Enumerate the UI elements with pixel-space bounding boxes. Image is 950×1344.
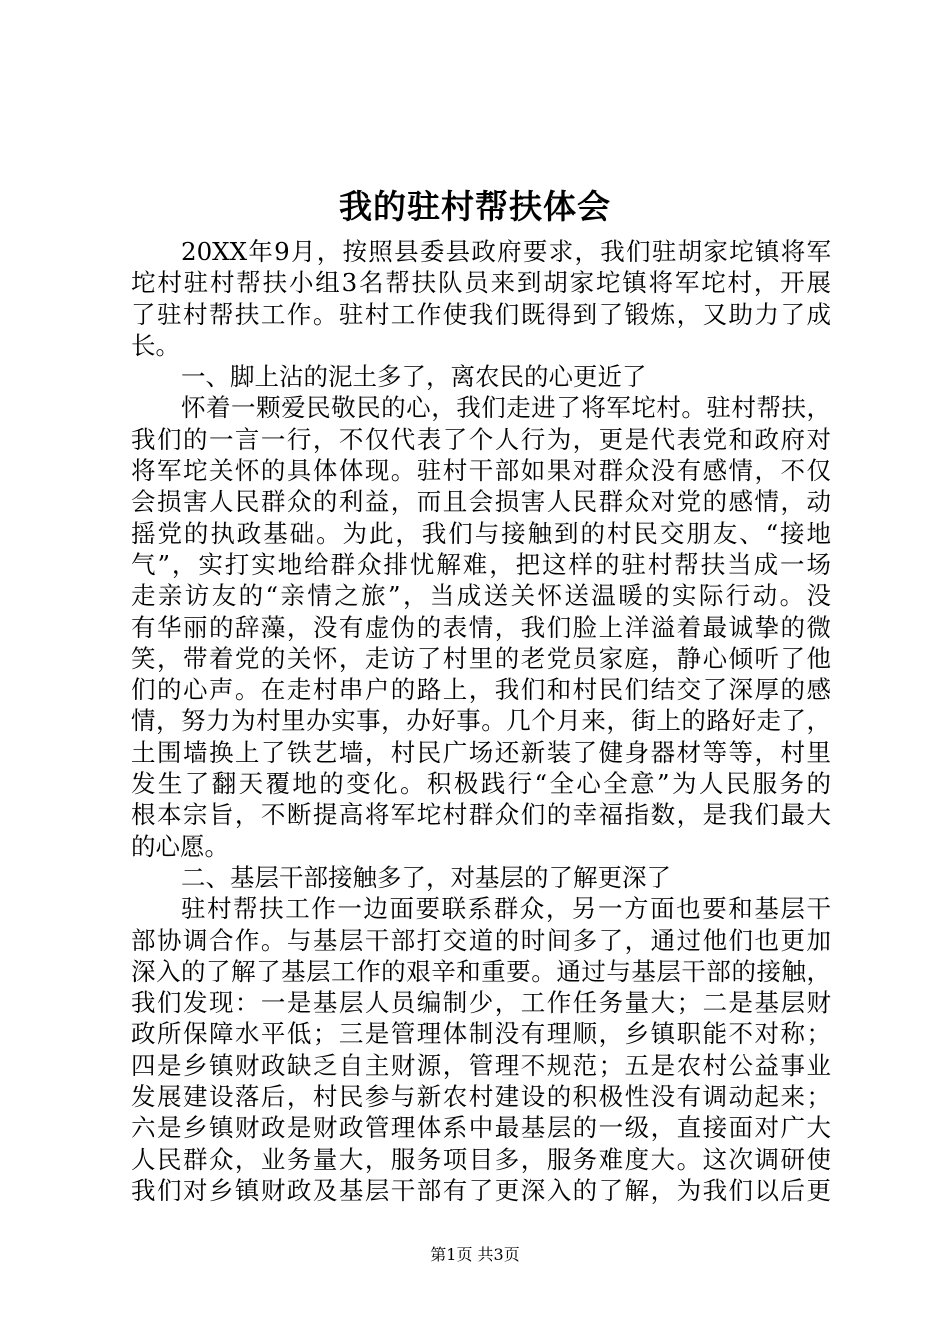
text-line: 一、脚上沾的泥土多了，离农民的心更近了 — [181, 362, 647, 392]
text-line: 部协调合作。与基层干部打交道的时间多了，通过他们也更加 — [131, 925, 831, 955]
text-line: 将军坨关怀的具体体现。驻村干部如果对群众没有感情，不仅 — [131, 456, 831, 486]
page-footer: 第1页 共3页 — [430, 1245, 520, 1264]
text-line: 长。 — [131, 330, 180, 360]
document-body — [131, 236, 831, 1206]
text-line: 土围墙换上了铁艺墙，村民广场还新装了健身器材等等，村里 — [131, 737, 831, 767]
text-line: 怀着一颗爱民敬民的心，我们走进了将军坨村。驻村帮扶， — [181, 393, 831, 423]
text-line: 发展建设落后，村民参与新农村建设的积极性没有调动起来； — [131, 1082, 831, 1112]
text-line: 我们发现：一是基层人员编制少，工作任务量大；二是基层财 — [131, 988, 831, 1018]
text-line: 人民群众，业务量大，服务项目多，服务难度大。这次调研使 — [131, 1144, 831, 1174]
text-line: 气”，实打实地给群众排忧解难，把这样的驻村帮扶当成一场 — [131, 549, 831, 579]
text-line: 我们的一言一行，不仅代表了个人行为，更是代表党和政府对 — [131, 424, 831, 454]
text-line: 走亲访友的“亲情之旅”，当成送关怀送温暖的实际行动。没 — [131, 581, 831, 611]
text-line: 我们对乡镇财政及基层干部有了更深入的了解，为我们以后更 — [131, 1175, 831, 1205]
text-line: 情，努力为村里办实事，办好事。几个月来，街上的路好走了， — [131, 706, 831, 736]
text-line: 了驻村帮扶工作。驻村工作使我们既得到了锻炼，又助力了成 — [131, 299, 831, 329]
text-line: 坨村驻村帮扶小组3名帮扶队员来到胡家坨镇将军坨村，开展 — [131, 268, 831, 298]
text-line: 们的心声。在走村串户的路上，我们和村民们结交了深厚的感 — [131, 675, 831, 705]
text-line: 会损害人民群众的利益，而且会损害人民群众对党的感情，动 — [131, 487, 831, 517]
document-title: 我的驻村帮扶体会 — [339, 187, 611, 226]
text-line: 二、基层干部接触多了，对基层的了解更深了 — [181, 862, 671, 892]
text-line: 有华丽的辞藻，没有虚伪的表情，我们脸上洋溢着最诚挚的微 — [131, 612, 831, 642]
text-line: 政所保障水平低；三是管理体制没有理顺，乡镇职能不对称； — [131, 1019, 831, 1049]
text-line: 的心愿。 — [131, 831, 229, 861]
text-line: 发生了翻天覆地的变化。积极践行“全心全意”为人民服务的 — [131, 769, 831, 799]
text-line: 六是乡镇财政是财政管理体系中最基层的一级，直接面对广大 — [131, 1113, 831, 1143]
text-line: 20XX年9月，按照县委县政府要求，我们驻胡家坨镇将军 — [181, 237, 831, 266]
text-line: 深入的了解了基层工作的艰辛和重要。通过与基层干部的接触， — [131, 956, 831, 986]
text-line: 驻村帮扶工作一边面要联系群众，另一方面也要和基层干 — [181, 894, 831, 924]
text-line: 摇党的执政基础。为此，我们与接触到的村民交朋友、“接地 — [131, 518, 831, 548]
text-line: 四是乡镇财政缺乏自主财源，管理不规范；五是农村公益事业 — [131, 1050, 831, 1080]
text-line: 笑，带着党的关怀，走访了村里的老党员家庭，静心倾听了他 — [131, 643, 831, 673]
text-line: 根本宗旨，不断提高将军坨村群众们的幸福指数，是我们最大 — [131, 800, 831, 830]
